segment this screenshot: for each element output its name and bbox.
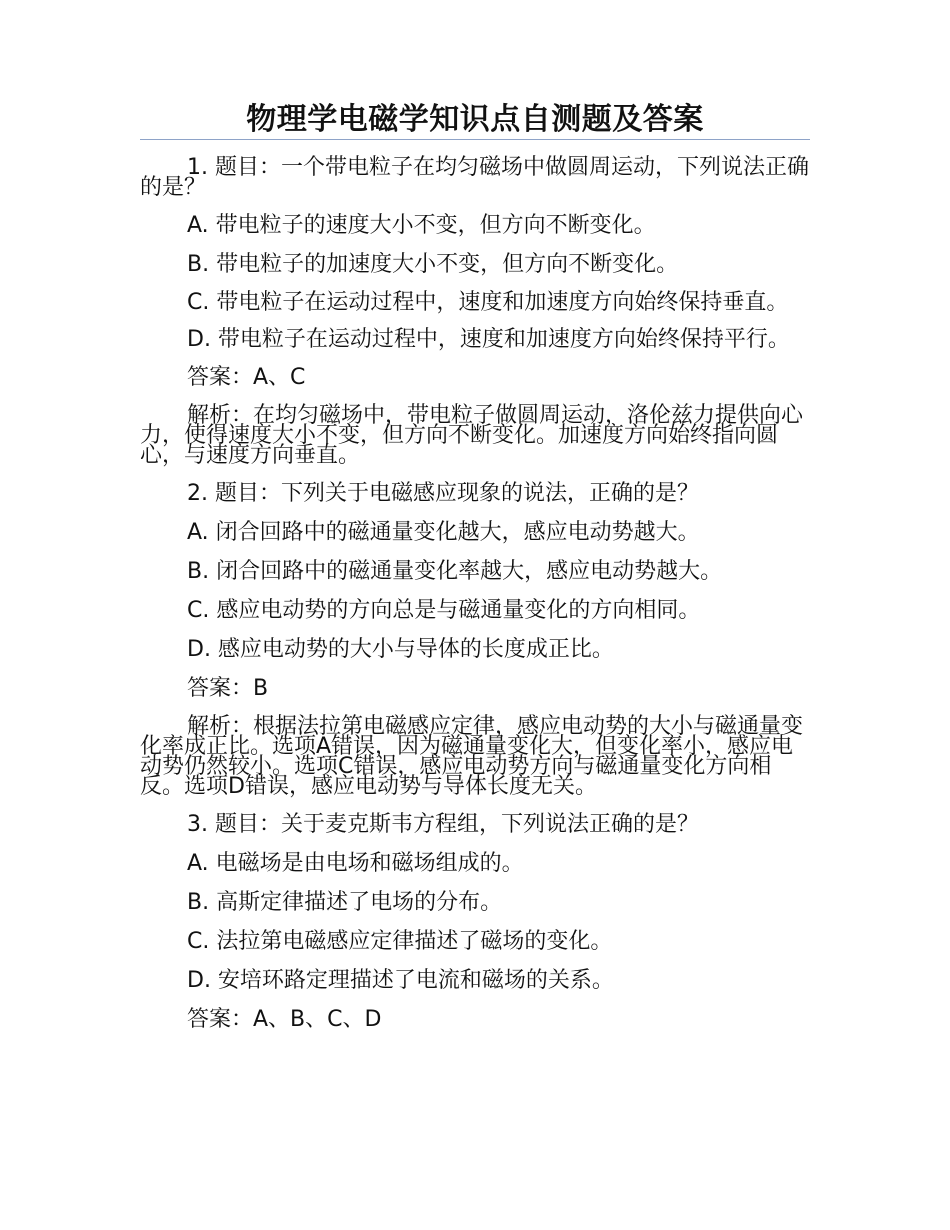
question-3-option-b: B. 高斯定律描述了电场的分布。 [187,890,503,915]
question-2-option-c: C. 感应电动势的方向总是与磁通量变化的方向相同。 [187,598,701,623]
question-1-option-c: C. 带电粒子在运动过程中，速度和加速度方向始终保持垂直。 [187,290,789,315]
question-2-option-b: B. 闭合回路中的磁通量变化率越大，感应电动势越大。 [187,559,723,584]
question-1-option-d: D. 带电粒子在运动过程中，速度和加速度方向始终保持平行。 [187,327,790,352]
question-3-option-d: D. 安培环路定理描述了电流和磁场的关系。 [187,968,614,993]
question-2-option-d: D. 感应电动势的大小与导体的长度成正比。 [187,637,614,662]
question-3-option-a: A. 电磁场是由电场和磁场组成的。 [187,851,524,876]
question-1-option-a: A. 带电粒子的速度大小不变，但方向不断变化。 [187,213,656,238]
question-3-option-c: C. 法拉第电磁感应定律描述了磁场的变化。 [187,929,613,954]
question-2-explanation: 解析：根据法拉第电磁感应定律，感应电动势的大小与磁通量变化率成正比。选项A错误，因为磁通量变化大，但变化率小，感应电动势仍然较小。选项C错误，感应电动势方向与磁通量变化方向相反。选项D错误，感应电动势与导体长度无关。 [140,714,804,799]
document-body [140,155,810,1048]
question-1-stem: 1. 题目：一个带电粒子在均匀磁场中做圆周运动，下列说法正确的是？ [140,155,809,200]
question-1-option-b: B. 带电粒子的加速度大小不变，但方向不断变化。 [187,252,679,277]
document-title: 物理学电磁学知识点自测题及答案 [246,102,704,137]
question-1-answer: 答案：A、C [187,365,306,390]
question-2-answer: 答案：B [187,676,269,701]
question-2-option-a: A. 闭合回路中的磁通量变化越大，感应电动势越大。 [187,520,700,545]
title-underline [140,139,810,140]
question-3-stem: 3. 题目：关于麦克斯韦方程组，下列说法正确的是？ [187,812,699,837]
question-2-stem: 2. 题目：下列关于电磁感应现象的说法，正确的是？ [187,481,699,506]
question-3-answer: 答案：A、B、C、D [187,1007,382,1032]
question-1-explanation: 解析：在均匀磁场中，带电粒子做圆周运动，洛伦兹力提供向心力，使得速度大小不变，但方向不断变化。加速度方向始终指向圆心，与速度方向垂直。 [140,403,804,468]
